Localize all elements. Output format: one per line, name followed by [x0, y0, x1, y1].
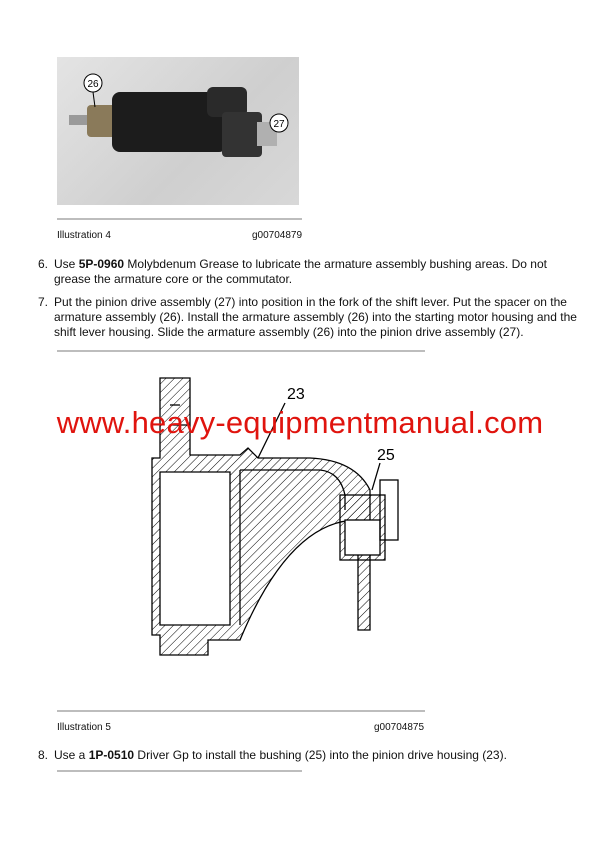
illustration-5-label: Illustration 5: [57, 722, 111, 733]
step-text: Use a: [54, 748, 89, 762]
step-text: Use: [54, 257, 79, 271]
starter-armature-photo: [57, 57, 299, 205]
step-text: Driver Gp to install the bushing (25) into the pinion drive housing (23).: [134, 748, 507, 762]
divider: [57, 710, 425, 712]
illustration-5-code: g00704875: [374, 722, 425, 733]
callout-23: 23: [287, 386, 305, 403]
divider: [57, 350, 425, 352]
part-number: 1P-0510: [88, 748, 135, 762]
divider: [57, 218, 302, 220]
illustration-4-label: Illustration 4: [57, 230, 111, 241]
part-number: 5P-0960: [78, 257, 125, 271]
step-number: 6.: [38, 257, 49, 271]
watermark: www.heavy-equipmentmanual.com: [56, 405, 544, 440]
step-8: [38, 748, 583, 763]
step-text: Put the pinion drive assembly (27) into position in the fork of the shift lever. Put the spacer on the armature assembly (26). Install the armature assembly (26) into the starting motor housing and the shift lever housing. Slide the armature assembly (26) into the pinion drive assembly (27).: [54, 295, 577, 339]
callout-27: 27: [273, 119, 285, 130]
step-number: 8.: [38, 748, 49, 762]
callout-26: 26: [87, 79, 99, 90]
step-number: 7.: [38, 295, 49, 309]
divider: [57, 770, 302, 772]
callout-25: 25: [377, 447, 395, 464]
step-6: [38, 257, 583, 287]
illustration-4-code: g00704879: [252, 230, 303, 241]
step-7: [38, 295, 583, 340]
step-text: Molybdenum Grease to lubricate the armature assembly bushing areas. Do not grease the armature core or the commutator.: [54, 257, 547, 286]
